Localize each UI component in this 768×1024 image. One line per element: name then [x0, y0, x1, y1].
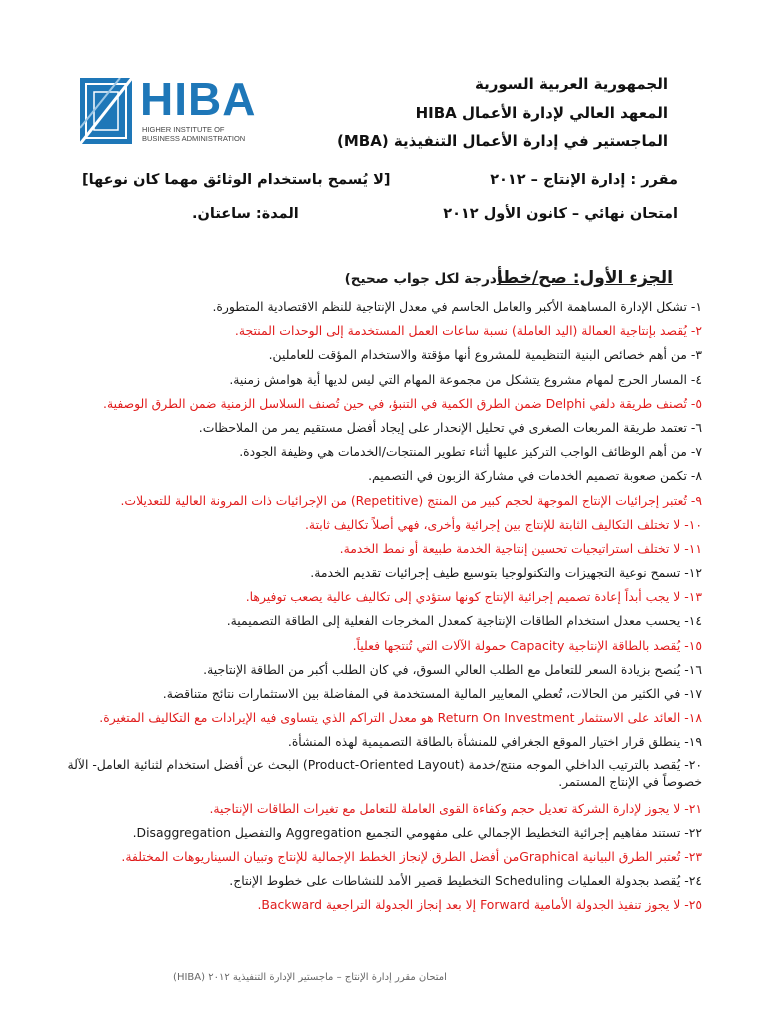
question-item: ١٢- تسمح نوعية التجهيزات والتكنولوجيا بتوسيع طيف إجرائيات تقديم الخدمة.: [310, 565, 702, 581]
question-item: ٤- المسار الحرج لمهام مشروع يتشكل من مجموعة المهام التي ليس لديها أية هوامش زمنية.: [229, 371, 702, 387]
question-item: ١٧- في الكثير من الحالات، تُعطي المعايير المالية المستخدمة في المفاضلة بين الاستثمارات نتائج متناقضة.: [162, 686, 702, 701]
hiba-logo-mark-icon: [80, 78, 132, 144]
question-item: ١٥- يُقصد بالطاقة الإنتاجية Capacity حمولة الآلات التي تُنتجها فعلياً.: [352, 637, 702, 653]
question-item: ٢٤- يُقصد بجدولة العمليات Scheduling التخطيط قصير الأمد للنشاطات على خطوط الإنتاج.: [229, 873, 702, 889]
question-item: ١٦- يُنصح بزيادة السعر للتعامل مع الطلب العالي السوق، في كان الطلب أكبر من الطاقة الإنتاجية.: [203, 661, 702, 677]
question-item: ٢١- لا يجوز لإدارة الشركة تعديل حجم وكفاءة القوى العاملة للتعامل مع تغيرات الطاقات الإنتاجية.: [209, 800, 702, 816]
question-item: ١٣- لا يجب أبداً إعادة تصميم إجرائية الإنتاج كونها ستؤدي إلى تكاليف عالية يصعب توفيرها.: [245, 589, 702, 605]
documents-notice: [لا يُسمح باستخدام الوثائق مهما كان نوعها]: [82, 172, 391, 188]
question-item: ٢٥- لا يجوز تنفيذ الجدولة الأمامية Forward إلا بعد إنجاز الجدولة التراجعية Backward.: [257, 897, 702, 913]
question-item: ٢٠- يُقصد بالترتيب الداخلي الموجه منتج/خدمة (Product-Oriented Layout) البحث عن أفضل استخدام لثنائية العامل- الآلة خصوصاً في الإنتاج المستمر.: [67, 756, 702, 789]
question-item: ١- تشكل الإدارة المساهمة الأكبر والعامل الحاسم في معدل الإنتاجية للنظم الاقتصادية المتطورة.: [212, 299, 702, 314]
question-item: ١٠- لا تختلف التكاليف الثابتة للإنتاج بين إجرائية وأخرى، فهي أصلاً تكاليف ثابتة.: [304, 516, 702, 532]
question-item: ٩- تُعتبر إجرائيات الإنتاج الموجهة لحجم كبير من المنتج (Repetitive) من الإجرائيات ذات المرونة العالية للتعديلات.: [120, 492, 702, 508]
page-footer: امتحان مقرر إدارة الإنتاج – ماجستير الإدارة التنفيذية ٢٠١٢ (HIBA): [173, 972, 447, 983]
question-item: ٨- تكمن صعوبة تصميم الخدمات في مشاركة الزبون في التصميم.: [368, 468, 702, 484]
exam-duration: المدة: ساعتان.: [192, 206, 299, 222]
logo-subtitle-line1: HIGHER INSTITUTE OF: [142, 125, 225, 134]
header-country: الجمهورية العربية السورية: [475, 75, 668, 93]
header-program: الماجستير في إدارة الأعمال التنفيذية (MBA): [337, 132, 668, 150]
logo-subtitle: [142, 125, 282, 143]
exam-title: امتحان نهائي – كانون الأول ٢٠١٢: [443, 206, 678, 222]
question-item: ٣- من أهم خصائص البنية التنظيمية للمشروع أنها مؤقتة والاستخدام المؤقت للعاملين.: [268, 347, 702, 363]
course-name: مقرر : إدارة الإنتاج – ٢٠١٢: [490, 172, 678, 188]
part-one-title: الجزء الأول: صح/خطأ: [496, 268, 673, 288]
hiba-logo: [80, 73, 280, 146]
question-item: ٥- تُصنف طريقة دلفي Delphi ضمن الطرق الكمية في التنبؤ، في حين تُصنف السلاسل الزمنية ضمن الطرق الوصفية.: [103, 395, 702, 411]
part-one-grading-note: (درجة لكل جواب صحيح): [344, 271, 503, 287]
question-item: ١٨- العائد على الاستثمار Return On Investment هو معدل التراكم الذي يتساوى فيه الإيرادات مع التكاليف المتغيرة.: [99, 710, 702, 726]
question-item: ٧- من أهم الوظائف الواجب التركيز عليها أثناء تطوير المنتجات/الخدمات هي وظيفة الجودة.: [239, 444, 702, 460]
question-item: ٢٢- تستند مفاهيم إجرائية التخطيط الإجمالي على مفهومي التجميع Aggregation والتفصيل Disaggregation.: [132, 824, 702, 840]
question-item: ١٩- ينطلق قرار اختيار الموقع الجغرافي للمنشأة بالطاقة التصميمية لهذه المنشأة.: [287, 734, 702, 750]
logo-wordmark: HIBA: [140, 73, 257, 125]
logo-subtitle-line2: BUSINESS ADMINISTRATION: [142, 134, 246, 143]
header-institute: المعهد العالي لإدارة الأعمال HIBA: [415, 104, 668, 122]
true-false-question-list: [60, 296, 702, 919]
question-item: ٦- تعتمد طريقة المربعات الصغرى في تحليل الإنحدار على إيجاد أفضل مستقيم يمر من الملاحظات.: [198, 419, 702, 435]
question-item: ١٤- يحسب معدل استخدام الطاقات الإنتاجية كمعدل المخرجات الفعلية إلى الطاقة التصميمية.: [226, 613, 702, 629]
question-item: ١١- لا تختلف استراتيجيات تحسين إنتاجية الخدمة طبيعة أو نمط الخدمة.: [339, 540, 702, 556]
question-item: ٢- يُقصد بإنتاجية العمالة (اليد العاملة) نسبة ساعات العمل المستخدمة إلى الوحدات المنتجة.: [234, 323, 702, 339]
question-item: ٢٣- تُعتبر الطرق البيانية Graphicalمن أفضل الطرق لإنجاز الخطط الإجمالية للإنتاج وتبيان السيناريوهات المختلفة.: [121, 848, 702, 864]
